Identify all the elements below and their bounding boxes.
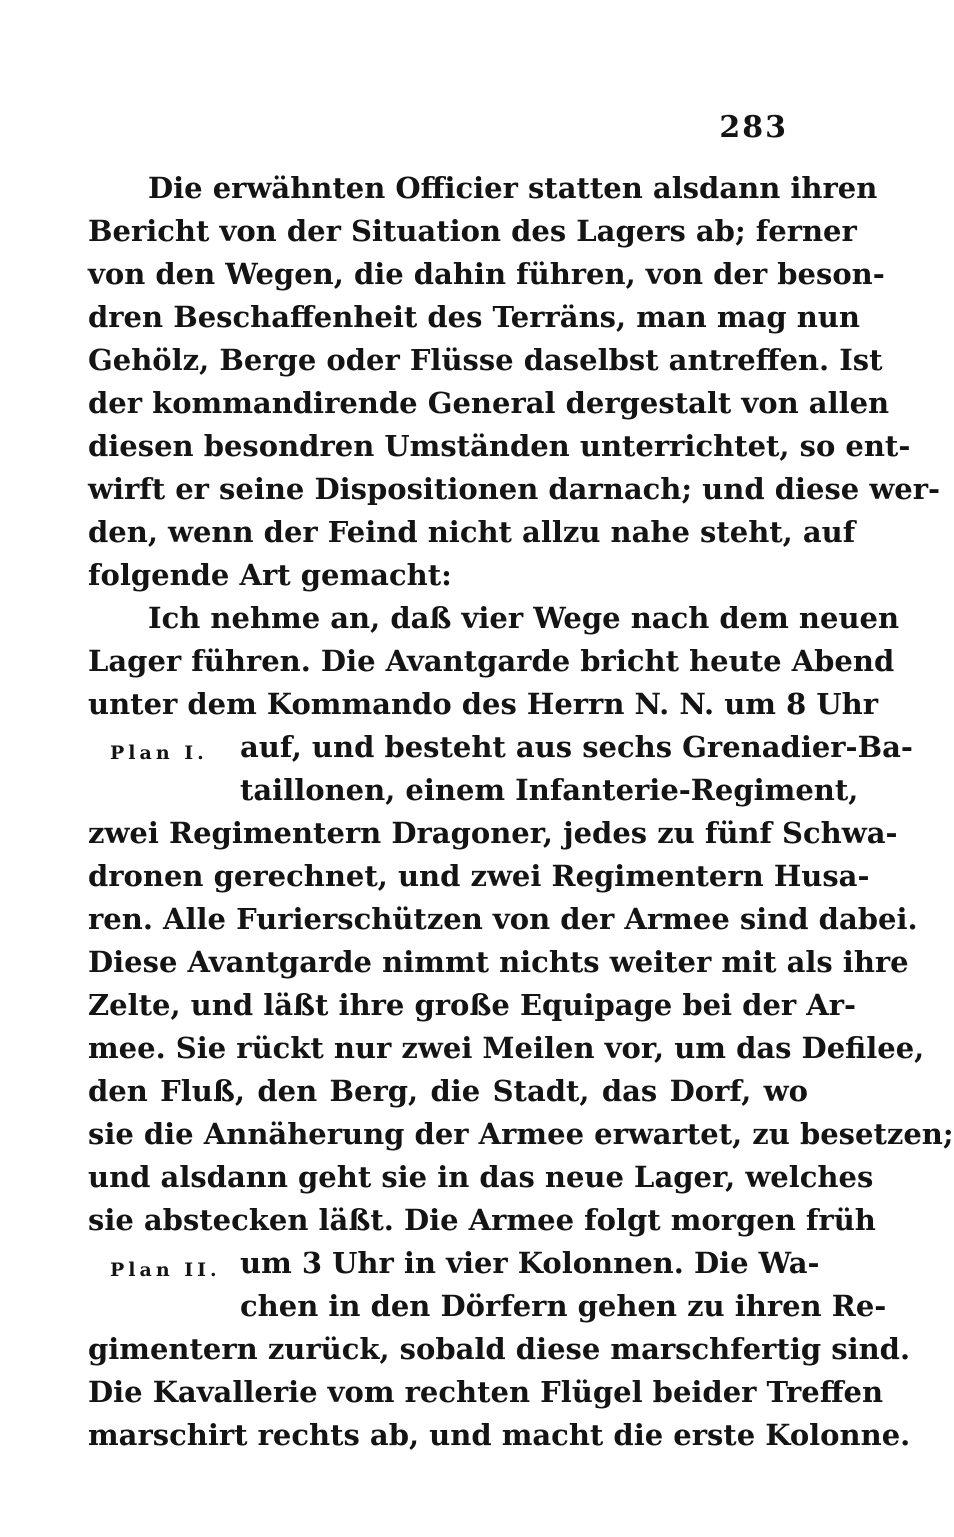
text-line: ren. Alle Furierschützen von der Armee sind dabei. <box>88 902 918 936</box>
text-line: marschirt rechts ab, und macht die erste Kolonne. <box>88 1418 911 1452</box>
text-line: auf, und besteht aus sechs Grenadier-Ba- <box>240 730 913 764</box>
text-line: um 3 Uhr in vier Kolonnen. Die Wa- <box>240 1246 820 1280</box>
text-line: sie abstecken läßt. Die Armee folgt morgen früh <box>88 1203 876 1237</box>
text-line: Lager führen. Die Avantgarde bricht heute Abend <box>88 644 895 678</box>
text-line: dronen gerechnet, und zwei Regimentern Husa- <box>88 859 870 893</box>
text-line: folgende Art gemacht: <box>88 558 452 592</box>
text-line: den, wenn der Feind nicht allzu nahe steht, auf <box>88 515 856 549</box>
text-line: der kommandirende General dergestalt von allen <box>88 386 890 420</box>
text-line: Ich nehme an, daß vier Wege nach dem neuen <box>148 601 900 635</box>
margin-note-plan-2: Plan II. <box>110 1259 221 1281</box>
text-line: wirft er seine Dispositionen darnach; und diese wer- <box>88 472 941 506</box>
text-line: sie die Annäherung der Armee erwartet, zu besetzen; <box>88 1117 954 1151</box>
text-line: von den Wegen, die dahin führen, von der beson- <box>88 257 885 291</box>
text-line: gimentern zurück, sobald diese marschfertig sind. <box>88 1332 911 1366</box>
text-line: Zelte, und läßt ihre große Equipage bei der Ar- <box>88 988 857 1022</box>
text-line: zwei Regimentern Dragoner, jedes zu fünf Schwa- <box>88 816 898 850</box>
text-line: und alsdann geht sie in das neue Lager, welches <box>88 1160 874 1194</box>
text-line: Die Kavallerie vom rechten Flügel beider Treffen <box>88 1375 884 1409</box>
text-line: unter dem Kommando des Herrn N. N. um 8 Uhr <box>88 687 878 721</box>
text-line: chen in den Dörfern gehen zu ihren Re- <box>240 1289 887 1323</box>
text-line: mee. Sie rückt nur zwei Meilen vor, um das Defilee, <box>88 1031 925 1065</box>
text-line: Gehölz, Berge oder Flüsse daselbst antreffen. Ist <box>88 343 883 377</box>
margin-note-plan-1: Plan I. <box>110 742 208 764</box>
text-line: Die erwähnten Officier statten alsdann ihren <box>148 171 878 205</box>
text-line: Bericht von der Situation des Lagers ab; ferner <box>88 214 857 248</box>
page-number: 283 <box>719 110 788 145</box>
text-line: diesen besondren Umständen unterrichtet, so ent- <box>88 429 911 463</box>
text-line: den Fluß, den Berg, die Stadt, das Dorf, wo <box>88 1074 808 1108</box>
text-line: dren Beschaffenheit des Terräns, man mag nun <box>88 300 860 334</box>
text-line: Diese Avantgarde nimmt nichts weiter mit als ihre <box>88 945 909 979</box>
text-line: taillonen, einem Infanterie-Regiment, <box>240 773 859 807</box>
